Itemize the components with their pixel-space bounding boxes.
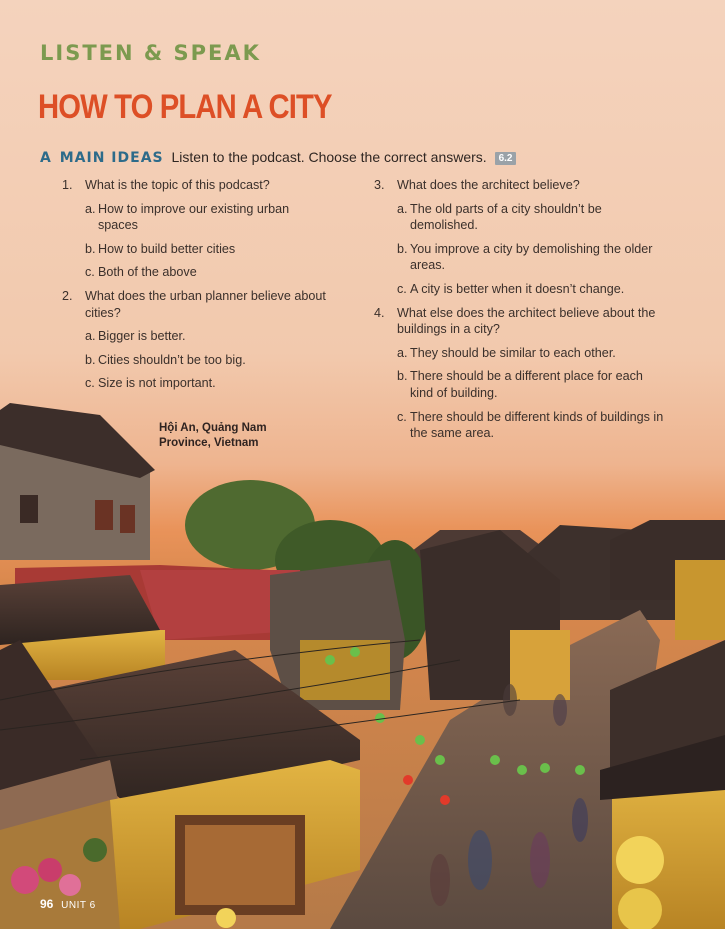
question-text: What does the urban planner believe about cities? (85, 289, 326, 320)
option-text: How to improve our existing urban spaces (98, 201, 290, 233)
answer-option[interactable] (397, 345, 664, 362)
option-letter: a. (397, 201, 408, 216)
option-letter: c. (85, 376, 95, 391)
question-number: 2. (62, 289, 73, 304)
option-letter: a. (85, 329, 96, 344)
activity-name: MAIN IDEAS (59, 150, 164, 166)
question-text: What does the architect believe? (397, 178, 580, 192)
answer-option[interactable] (85, 328, 332, 345)
question-text: What else does the architect believe about the buildings in a city? (397, 305, 656, 337)
answer-option[interactable] (397, 241, 664, 274)
lesson-title: HOW TO PLAN A CITY (38, 88, 332, 126)
audio-track-number: 6.2 (498, 153, 513, 164)
option-text: Bigger is better. (98, 329, 186, 344)
option-letter: c. (397, 282, 407, 297)
answer-option[interactable] (85, 375, 332, 392)
audio-track-icon[interactable] (495, 152, 517, 165)
activity-header (40, 149, 516, 166)
question-number: 3. (374, 178, 385, 192)
option-text: Both of the above (98, 265, 197, 280)
option-letter: b. (85, 352, 96, 367)
option-text: A city is better when it doesn’t change. (410, 282, 625, 297)
answer-option[interactable] (85, 264, 332, 281)
option-text: You improve a city by demolishing the older areas. (410, 241, 653, 273)
answer-option[interactable] (397, 409, 664, 442)
option-text: The old parts of a city shouldn’t be demolished. (410, 201, 602, 233)
page-number: 96 (40, 897, 54, 911)
option-text: There should be different kinds of buildings in the same area. (410, 409, 664, 441)
page-footer (40, 897, 96, 911)
question-number: 4. (374, 305, 385, 320)
option-text: They should be similar to each other. (410, 345, 616, 360)
option-text: How to build better cities (98, 241, 236, 256)
answer-option[interactable] (397, 201, 664, 234)
unit-label: UNIT 6 (61, 900, 96, 911)
questions-column-right (374, 177, 664, 449)
answer-option[interactable] (85, 352, 332, 369)
option-letter: b. (85, 241, 96, 256)
question-3 (374, 177, 664, 194)
question-text: What is the topic of this podcast? (85, 178, 270, 192)
answer-option[interactable] (85, 201, 332, 234)
answer-option[interactable] (397, 281, 664, 298)
activity-letter: A (40, 150, 52, 166)
option-letter: b. (397, 241, 408, 256)
photo-caption: Hội An, Quảng Nam Province, Vietnam (159, 422, 267, 449)
option-letter: a. (397, 345, 408, 360)
option-letter: b. (397, 369, 408, 384)
answer-option[interactable] (397, 368, 664, 401)
option-text: Cities shouldn’t be too big. (98, 352, 246, 367)
activity-instruction: Listen to the podcast. Choose the correct answers. (171, 149, 487, 165)
option-letter: c. (85, 265, 95, 280)
question-2 (62, 288, 332, 321)
option-text: Size is not important. (98, 376, 216, 391)
section-label: LISTEN & SPEAK (40, 41, 261, 65)
answer-option[interactable] (85, 241, 332, 258)
questions-column-left (62, 177, 332, 399)
option-letter: c. (397, 409, 407, 424)
option-letter: a. (85, 201, 96, 216)
question-4 (374, 305, 664, 338)
option-text: There should be a different place for each kind of building. (410, 369, 643, 401)
question-1 (62, 177, 332, 194)
question-number: 1. (62, 178, 73, 192)
